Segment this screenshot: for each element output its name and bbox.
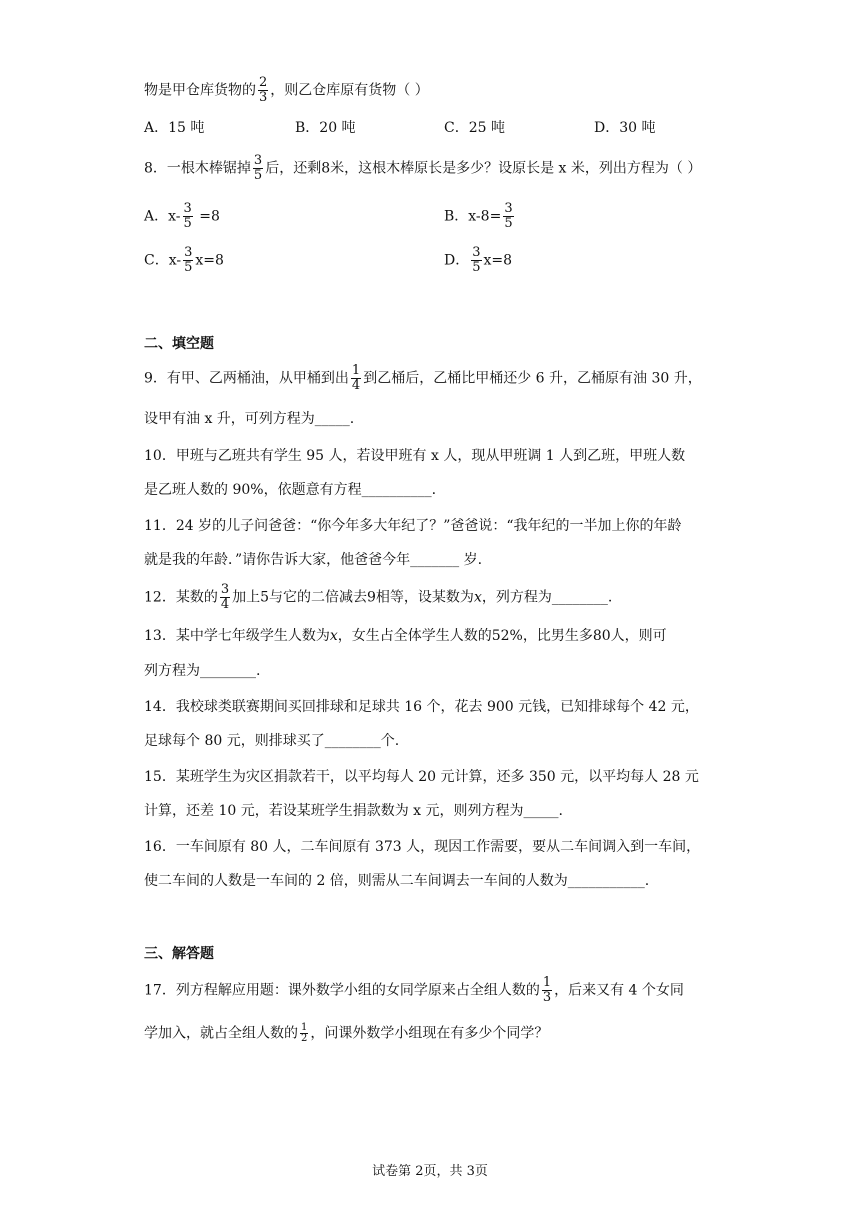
- q17-line1: 17．列方程解应用题：课外数学小组的女同学原来占全组人数的 $\frac{1}{3}$ ，后来又有 4 个女同: [144, 975, 684, 1005]
- fraction-3-5: $\frac{3}{5}$: [183, 201, 192, 231]
- q16-line1: 16．一车间原有 80 人，二车间原有 373 人，现因工作需要，要从二车间调入到一车间，: [144, 839, 701, 855]
- q11-line2: 就是我的年龄．”请你告诉大家，他爸爸今年_______ 岁.: [144, 552, 483, 568]
- q11-line1: 11．24 岁的儿子问爸爸：“你今年多大年纪了？”爸爸说：“我年纪的一半加上你的年龄: [144, 518, 682, 534]
- section-heading-answer: 三、解答题: [144, 946, 214, 962]
- q8-option-c: C．x- $\frac{3}{5}$ x=8: [144, 245, 224, 275]
- q16-line2: 使二车间的人数是一车间的 2 倍，则需从二车间调去一车间的人数为___________.: [144, 873, 650, 889]
- fraction-1-4: $\frac{1}{4}$: [351, 363, 361, 393]
- q7-option-d: D．30 吨: [594, 120, 656, 136]
- q14-line1: 14．我校球类联赛期间买回排球和足球共 16 个，花去 900 元钱，已知排球每个 42 元，: [144, 699, 699, 715]
- q13-line2: 列方程为________.: [144, 663, 261, 679]
- q8-option-b: B．x-8= $\frac{3}{5}$: [444, 201, 513, 231]
- q7-text-post: ，则乙仓库原有货物（ ）: [270, 82, 429, 99]
- q15-line2: 计算，还差 10 元，若设某班学生捐款数为 x 元，则列方程为_____.: [144, 803, 563, 819]
- q13-line1: 13．某中学七年级学生人数为x，女生占全体学生人数的52%，比男生多80人，则可: [144, 628, 667, 644]
- fraction-1-3: $\frac{1}{3}$: [542, 975, 552, 1005]
- q9-line1: 9．有甲、乙两桶油，从甲桶到出 $\frac{1}{4}$ 到乙桶后，乙桶比甲桶还少 6 升，乙桶原有油 30 升，: [144, 363, 702, 393]
- fraction-3-5: $\frac{3}{5}$: [184, 245, 193, 275]
- q7-line: [144, 76, 429, 105]
- q7-text: 物是甲仓库货物的: [144, 82, 256, 99]
- q17-line2: 学加入，就占全组人数的 $\frac{1}{2}$ ，问课外数学小组现在有多少个同学？: [144, 1022, 549, 1044]
- q9-line2: 设甲有油 x 升，可列方程为_____.: [144, 411, 355, 427]
- fraction-3-4: $\frac{3}{4}$: [220, 582, 230, 612]
- q8-option-a: A．x- $\frac{3}{5}$ =8: [144, 201, 220, 231]
- fraction-3-5: $\frac{3}{5}$: [504, 201, 513, 231]
- fraction-2-3: $\frac{2}{3}$: [259, 75, 268, 105]
- fraction-3-5: $\frac{3}{5}$: [253, 153, 263, 183]
- q7-option-b: B．20 吨: [295, 120, 356, 136]
- section-heading-fill-in: 二、填空题: [144, 336, 214, 352]
- q15-line1: 15．某班学生为灾区捐款若干，以平均每人 20 元计算，还多 350 元，以平均每人 28 元: [144, 769, 699, 785]
- q8-line: 8．一根木棒锯掉 $\frac{3}{5}$ 后，还剩8米，这根木棒原长是多少？设原长是 x 米，列出方程为（ ）: [144, 153, 702, 183]
- fraction-1-2: $\frac{1}{2}$: [301, 1022, 308, 1044]
- fraction-3-5: $\frac{3}{5}$: [472, 245, 481, 275]
- page-footer: 试卷第 2页，共 3页: [372, 1164, 488, 1179]
- q12-line: 12．某数的 $\frac{3}{4}$ 加上5与它的二倍减去9相等，设某数为x，列方程为________.: [144, 582, 613, 612]
- q10-line1: 10．甲班与乙班共有学生 95 人，若设甲班有 x 人，现从甲班调 1 人到乙班，甲班人数: [144, 448, 686, 464]
- q7-option-a: A．15 吨: [144, 120, 205, 136]
- q14-line2: 足球每个 80 元，则排球买了________个.: [144, 733, 400, 749]
- q8-option-d: D． $\frac{3}{5}$ x=8: [444, 245, 513, 275]
- q10-line2: 是乙班人数的 90%，依题意有方程__________.: [144, 482, 437, 498]
- q7-option-c: C．25 吨: [444, 120, 505, 136]
